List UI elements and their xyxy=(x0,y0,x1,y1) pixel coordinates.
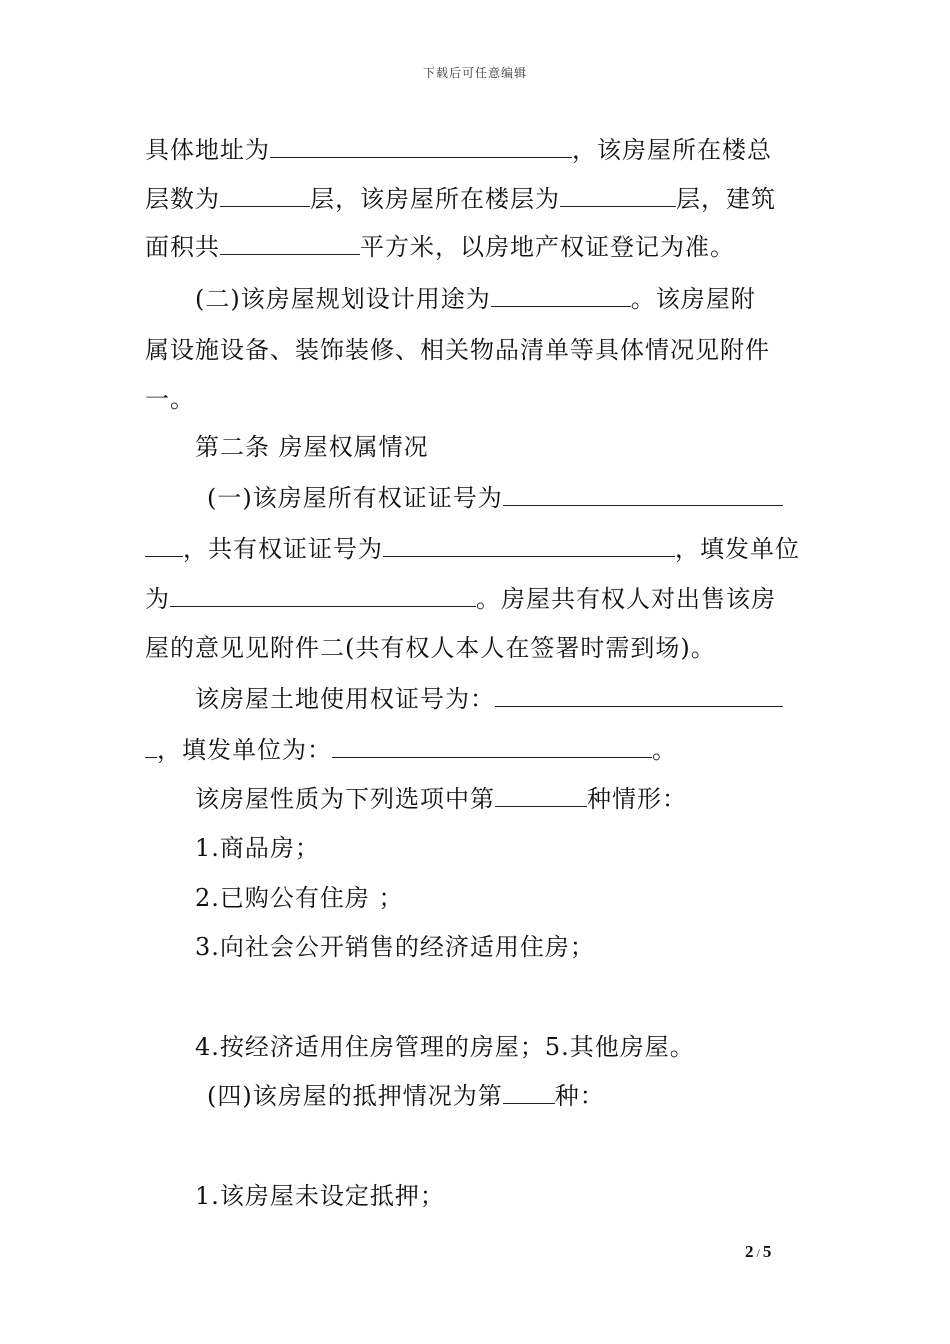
floor-blank xyxy=(560,184,676,207)
page-number xyxy=(745,1242,771,1262)
text-segment: 面积共 xyxy=(145,233,220,261)
paragraph-line xyxy=(145,183,815,215)
text-segment: ，该房屋所在楼总 xyxy=(572,136,772,164)
land-cert-blank-cont xyxy=(145,735,157,758)
list-item xyxy=(195,882,865,914)
paragraph-line xyxy=(145,134,815,166)
text-segment: 第二条 房屋权属情况 xyxy=(195,433,429,461)
address-blank xyxy=(270,135,572,158)
land-cert-blank xyxy=(495,684,783,707)
text-segment: 该房屋土地使用权证号为： xyxy=(195,685,495,713)
paragraph-line xyxy=(145,632,815,664)
text-segment: 1.该房屋未设定抵押； xyxy=(195,1182,445,1210)
ownership-cert-blank xyxy=(503,483,783,506)
text-segment: ，共有权证证号为 xyxy=(183,535,383,563)
total-floors-blank xyxy=(220,184,310,207)
text-segment: (四)该房屋的抵押情况为第 xyxy=(207,1082,503,1110)
list-item xyxy=(195,1180,865,1212)
co-ownership-cert-blank xyxy=(383,534,675,557)
mortgage-type-blank xyxy=(503,1081,555,1104)
ownership-cert-blank-cont xyxy=(145,534,183,557)
text-segment: 屋的意见见附件二(共有权人本人在签署时需到场)。 xyxy=(145,634,716,662)
paragraph-line xyxy=(145,734,815,766)
paragraph-line xyxy=(145,383,815,415)
text-segment: 属设施设备、装饰装修、相关物品清单等具体情况见附件 xyxy=(145,336,770,364)
paragraph-line xyxy=(207,482,877,514)
paragraph-line xyxy=(195,283,865,315)
land-issuer-blank xyxy=(332,735,652,758)
list-item xyxy=(195,931,865,963)
issuer-blank xyxy=(170,584,476,607)
text-segment: 该房屋性质为下列选项中第 xyxy=(195,785,495,813)
area-blank xyxy=(220,232,360,255)
text-segment: 1.商品房； xyxy=(195,834,320,862)
current-page: 2 xyxy=(745,1242,754,1261)
text-segment: 4.按经济适用住房管理的房屋；5.其他房屋。 xyxy=(195,1033,695,1061)
text-segment: 。房屋共有权人对出售该房 xyxy=(476,585,776,613)
text-segment: ，填发单位 xyxy=(675,535,800,563)
text-segment: 。该房屋附 xyxy=(630,285,756,313)
paragraph-line xyxy=(195,783,865,815)
text-segment: 平方米，以房地产权证登记为准。 xyxy=(360,233,735,261)
paragraph-line xyxy=(195,683,865,715)
text-segment: 2.已购公有住房 ； xyxy=(195,884,404,912)
paragraph-line xyxy=(207,1080,877,1112)
text-segment: 一。 xyxy=(145,385,195,413)
page-header: 下载后可任意编辑 xyxy=(422,66,527,80)
text-segment: 3.向社会公开销售的经济适用住房； xyxy=(195,933,595,961)
text-segment: ，填发单位为： xyxy=(157,736,332,764)
text-segment: 种： xyxy=(554,1082,605,1110)
text-segment: 为 xyxy=(145,585,170,613)
text-segment: 具体地址为 xyxy=(145,136,270,164)
text-segment: 。 xyxy=(652,736,677,764)
text-segment: 层，该房屋所在楼层为 xyxy=(310,185,560,213)
paragraph-line xyxy=(145,334,815,366)
usage-blank xyxy=(491,284,631,307)
text-segment: 层数为 xyxy=(145,185,220,213)
text-segment: 种情形： xyxy=(587,785,687,813)
text-segment: (二)该房屋规划设计用途为 xyxy=(195,285,491,313)
page-separator: / xyxy=(753,1246,763,1260)
paragraph-line xyxy=(145,533,815,565)
text-segment: 层，建筑 xyxy=(676,185,776,213)
paragraph-line xyxy=(145,231,815,263)
list-item xyxy=(195,1031,865,1063)
total-pages: 5 xyxy=(762,1242,772,1261)
section-heading xyxy=(195,431,865,463)
paragraph-line xyxy=(145,583,815,615)
text-segment: (一)该房屋所有权证证号为 xyxy=(207,484,503,512)
property-type-blank xyxy=(495,784,587,807)
list-item xyxy=(195,832,865,864)
